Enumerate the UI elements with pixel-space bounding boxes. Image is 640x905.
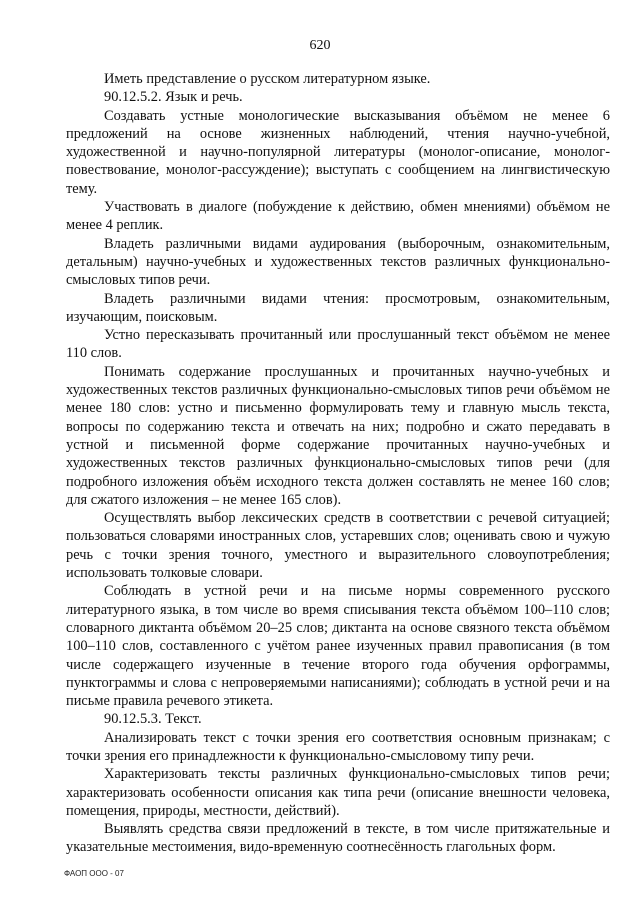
paragraph-lexical-choice: Осуществлять выбор лексических средств в соответствии с речевой ситуацией; пользоваться словарями иностранных слов, устаревших слов; оценивать свою и чужую речь с точки зрения точного, уместного и выразительного словоупотребления; использовать толковые словари. [66, 510, 610, 582]
paragraph-dialogue: Участвовать в диалоге (побуждение к действию, обмен мнениями) объёмом не менее 4 реплик. [66, 199, 610, 234]
paragraph-text-types: Характеризовать тексты различных функционально-смысловых типов речи; характеризовать особенности описания как типа речи (описание внешности человека, помещения, природы, местности, действий). [66, 766, 610, 819]
paragraph-retelling: Устно пересказывать прочитанный или прослушанный текст объёмом не менее 110 слов. [66, 327, 610, 362]
section-heading-text: 90.12.5.3. Текст. [104, 711, 202, 728]
footer-document-code: ФАОП ООО - 07 [64, 869, 124, 878]
paragraph-reading: Владеть различными видами чтения: просмотровым, ознакомительным, изучающим, поисковым. [66, 290, 610, 325]
paragraph-monologue: Создавать устные монологические высказывания объёмом не менее 6 предложений на основе жизненных наблюдений, чтения научно-учебной, художественной и научно-популярной литературы (монолог-описание, монолог-повествование, монолог-рассуждение); выступать с сообщением на лингвистическую тему. [66, 107, 610, 197]
page-number: 620 [309, 38, 331, 53]
paragraph-listening: Владеть различными видами аудирования (выборочным, ознакомительным, детальным) научно-учебных и художественных текстов различных функционально-смысловых типов речи. [66, 235, 610, 289]
paragraph-comprehension: Понимать содержание прослушанных и прочитанных научно-учебных и художественных текстов различных функционально-смысловых типов речи объёмом не менее 180 слов: устно и письменно формулировать тему и главную мысль текста, вопросы по содержанию текста и отвечать на них; подробно и сжато передавать в устной и письменной форме содержание прочитанных научно-учебных и художественных текстов различных функционально-смысловых типов речи (для подробного изложения объём исходного текста должен составлять не менее 160 слов; для сжатого изложения – не менее 165 слов). [66, 363, 610, 508]
paragraph-text-analysis: Анализировать текст с точки зрения его соответствия основным признакам; с точки зрения его принадлежности к функционально-смысловому типу речи. [66, 729, 610, 764]
paragraph-literary-language: Иметь представление о русском литературном языке. [104, 71, 431, 87]
document-body [66, 70, 610, 857]
section-heading-language-and-speech: 90.12.5.2. Язык и речь. [104, 89, 243, 106]
paragraph-cohesion: Выявлять средства связи предложений в тексте, в том числе притяжательные и указательные местоимения, видо-временную соотнесённость глагольных форм. [66, 821, 610, 856]
paragraph-norms: Соблюдать в устной речи и на письме нормы современного русского литературного языка, в том числе во время списывания текста объёмом 100–110 слов; словарного диктанта объёмом 20–25 слов; диктанта на основе связного текста объёмом 100–110 слов, составленного с учётом ранее изученных правил правописания (в том числе содержащего изученные в течение второго года обучения орфограммы, пунктограммы и слова с непроверяемыми написаниями); соблюдать в устной речи и на письме правила речевого этикета. [66, 583, 610, 710]
